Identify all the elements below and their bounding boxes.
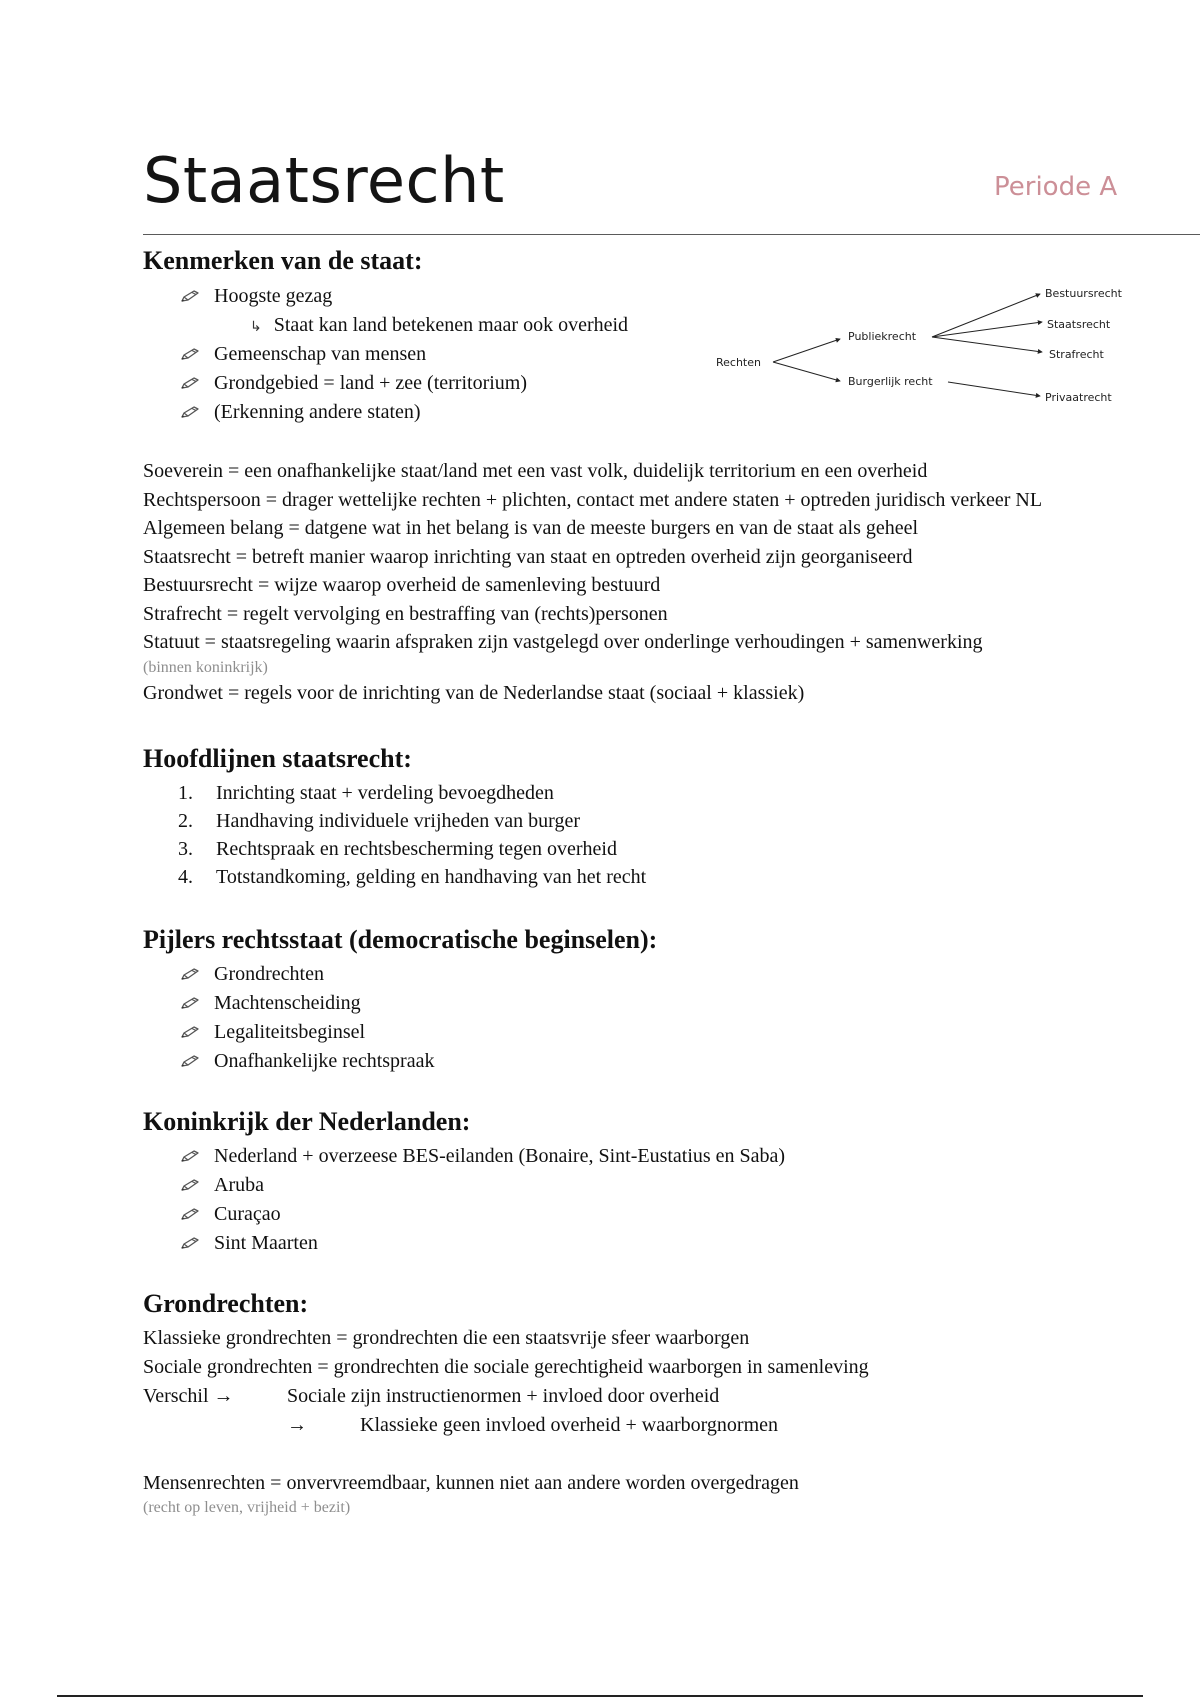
sociale-definition: Sociale grondrechten = grondrechten die sociale gerechtigheid waarborgen in samenleving xyxy=(143,1356,869,1378)
node-strafrecht: Strafrecht xyxy=(1049,348,1104,361)
definitions-list xyxy=(143,457,1042,707)
pencil-icon xyxy=(180,376,200,390)
node-publiekrecht: Publiekrecht xyxy=(848,330,917,343)
mensenrechten-definition: Mensenrechten = onvervreemdbaar, kunnen niet aan andere worden overgedragen xyxy=(143,1472,799,1494)
mensenrechten-note: (recht op leven, vrijheid + bezit) xyxy=(143,1499,351,1516)
list-item: Aruba xyxy=(180,1171,785,1200)
numbered-item: 3. Rechtspraak en rechtsbescherming tegen overheid xyxy=(178,835,646,863)
list-item: Legaliteitsbeginsel xyxy=(180,1018,434,1047)
list-item: Machtenscheiding xyxy=(180,989,434,1018)
pencil-icon xyxy=(180,347,200,361)
definition-item: Grondwet = regels voor de inrichting van de Nederlandse staat (sociaal + klassiek) xyxy=(143,681,805,704)
definition-item: Strafrecht = regelt vervolging en bestraffing van (rechts)personen xyxy=(143,602,668,625)
item-number: 2. xyxy=(178,810,193,832)
page-title: Staatsrecht xyxy=(143,144,505,217)
definition-item: Soeverein = een onafhankelijke staat/land met een vast volk, duidelijk territorium en een overheid xyxy=(143,460,928,482)
pencil-icon xyxy=(180,1149,200,1163)
edge-publiek-staatsrecht xyxy=(932,322,1042,337)
item-number: 4. xyxy=(178,866,193,888)
heading-pijlers: Pijlers rechtsstaat (democratische beginselen): xyxy=(143,925,658,954)
rechten-diagram xyxy=(700,270,1140,420)
list-item: Sint Maarten xyxy=(180,1229,785,1258)
edge-burgerlijk-privaatrecht xyxy=(948,382,1040,396)
heading-hoofdlijnen: Hoofdlijnen staatsrecht: xyxy=(143,744,412,773)
klassieke-definition: Klassieke grondrechten = grondrechten die een staatsvrije sfeer waarborgen xyxy=(143,1327,750,1349)
kenmerken-list xyxy=(180,282,628,427)
heading-grondrechten: Grondrechten: xyxy=(143,1289,309,1318)
definition-item: Staatsrecht = betreft manier waarop inrichting van staat en optreden overheid zijn georganiseerd xyxy=(143,545,913,568)
list-item: Gemeenschap van mensen xyxy=(180,340,628,369)
edge-rechten-burgerlijk xyxy=(773,362,840,381)
list-item: Nederland + overzeese BES-eilanden (Bonaire, Sint-Eustatius en Saba) xyxy=(180,1142,785,1171)
pencil-icon xyxy=(180,1236,200,1250)
pencil-icon xyxy=(180,1178,200,1192)
koninkrijk-list xyxy=(180,1142,785,1258)
verschil-line-2: Klassieke geen invloed overheid + waarborgnormen xyxy=(360,1414,778,1436)
definition-item: Statuut = staatsregeling waarin afspraken zijn vastgelegd over onderlinge verhoudingen + samenwerking xyxy=(143,631,983,653)
node-staatsrecht: Staatsrecht xyxy=(1047,318,1111,331)
list-item: Grondrechten xyxy=(180,960,434,989)
node-bestuursrecht: Bestuursrecht xyxy=(1045,287,1122,300)
node-privaatrecht: Privaatrecht xyxy=(1045,391,1112,404)
list-item: (Erkenning andere staten) xyxy=(180,398,628,427)
item-number: 3. xyxy=(178,838,193,860)
numbered-item: 2. Handhaving individuele vrijheden van burger xyxy=(178,807,646,835)
verschil-line-1: Sociale zijn instructienormen + invloed door overheid xyxy=(287,1385,720,1407)
definition-item: Algemeen belang = datgene wat in het belang is van de meeste burgers en van de staat als geheel xyxy=(143,517,919,539)
pencil-icon xyxy=(180,967,200,981)
pencil-icon xyxy=(180,1054,200,1068)
heading-kenmerken: Kenmerken van de staat: xyxy=(143,246,423,275)
pijlers-list xyxy=(180,960,434,1076)
pencil-icon xyxy=(180,996,200,1010)
hoofdlijnen-list xyxy=(178,779,646,891)
pencil-icon xyxy=(180,1207,200,1221)
period-label: Periode A xyxy=(994,172,1118,202)
right-arrow-icon: → xyxy=(287,1414,307,1436)
definition-note: (binnen koninkrijk) xyxy=(143,658,268,676)
list-item: Onafhankelijke rechtspraak xyxy=(180,1047,434,1076)
pencil-icon xyxy=(180,405,200,419)
numbered-item: 4. Totstandkoming, gelding en handhaving van het recht xyxy=(178,863,646,891)
verschil-label: Verschil → xyxy=(143,1385,234,1407)
list-item: Hoogste gezag xyxy=(180,282,628,311)
node-burgerlijk-recht: Burgerlijk recht xyxy=(848,375,933,388)
item-number: 1. xyxy=(178,782,193,804)
edge-publiek-bestuursrecht xyxy=(932,294,1040,337)
edge-rechten-publiek xyxy=(773,339,840,362)
footer-divider xyxy=(57,1695,1143,1697)
edge-publiek-strafrecht xyxy=(932,337,1042,352)
numbered-item: 1. Inrichting staat + verdeling bevoegdheden xyxy=(178,779,646,807)
list-item: Grondgebied = land + zee (territorium) xyxy=(180,369,628,398)
title-divider xyxy=(143,234,1200,235)
pencil-icon xyxy=(180,289,200,303)
heading-koninkrijk: Koninkrijk der Nederlanden: xyxy=(143,1107,471,1136)
list-item: Curaçao xyxy=(180,1200,785,1229)
definition-item: Rechtspersoon = drager wettelijke rechten + plichten, contact met andere staten + optreden juridisch verkeer NL xyxy=(143,488,1043,511)
node-rechten: Rechten xyxy=(716,356,761,369)
definition-item: Bestuursrecht = wijze waarop overheid de samenleving bestuurd xyxy=(143,574,661,596)
sub-arrow-icon: ↳ xyxy=(250,319,262,335)
pencil-icon xyxy=(180,1025,200,1039)
list-subitem: ↳ Staat kan land betekenen maar ook overheid xyxy=(250,314,629,336)
